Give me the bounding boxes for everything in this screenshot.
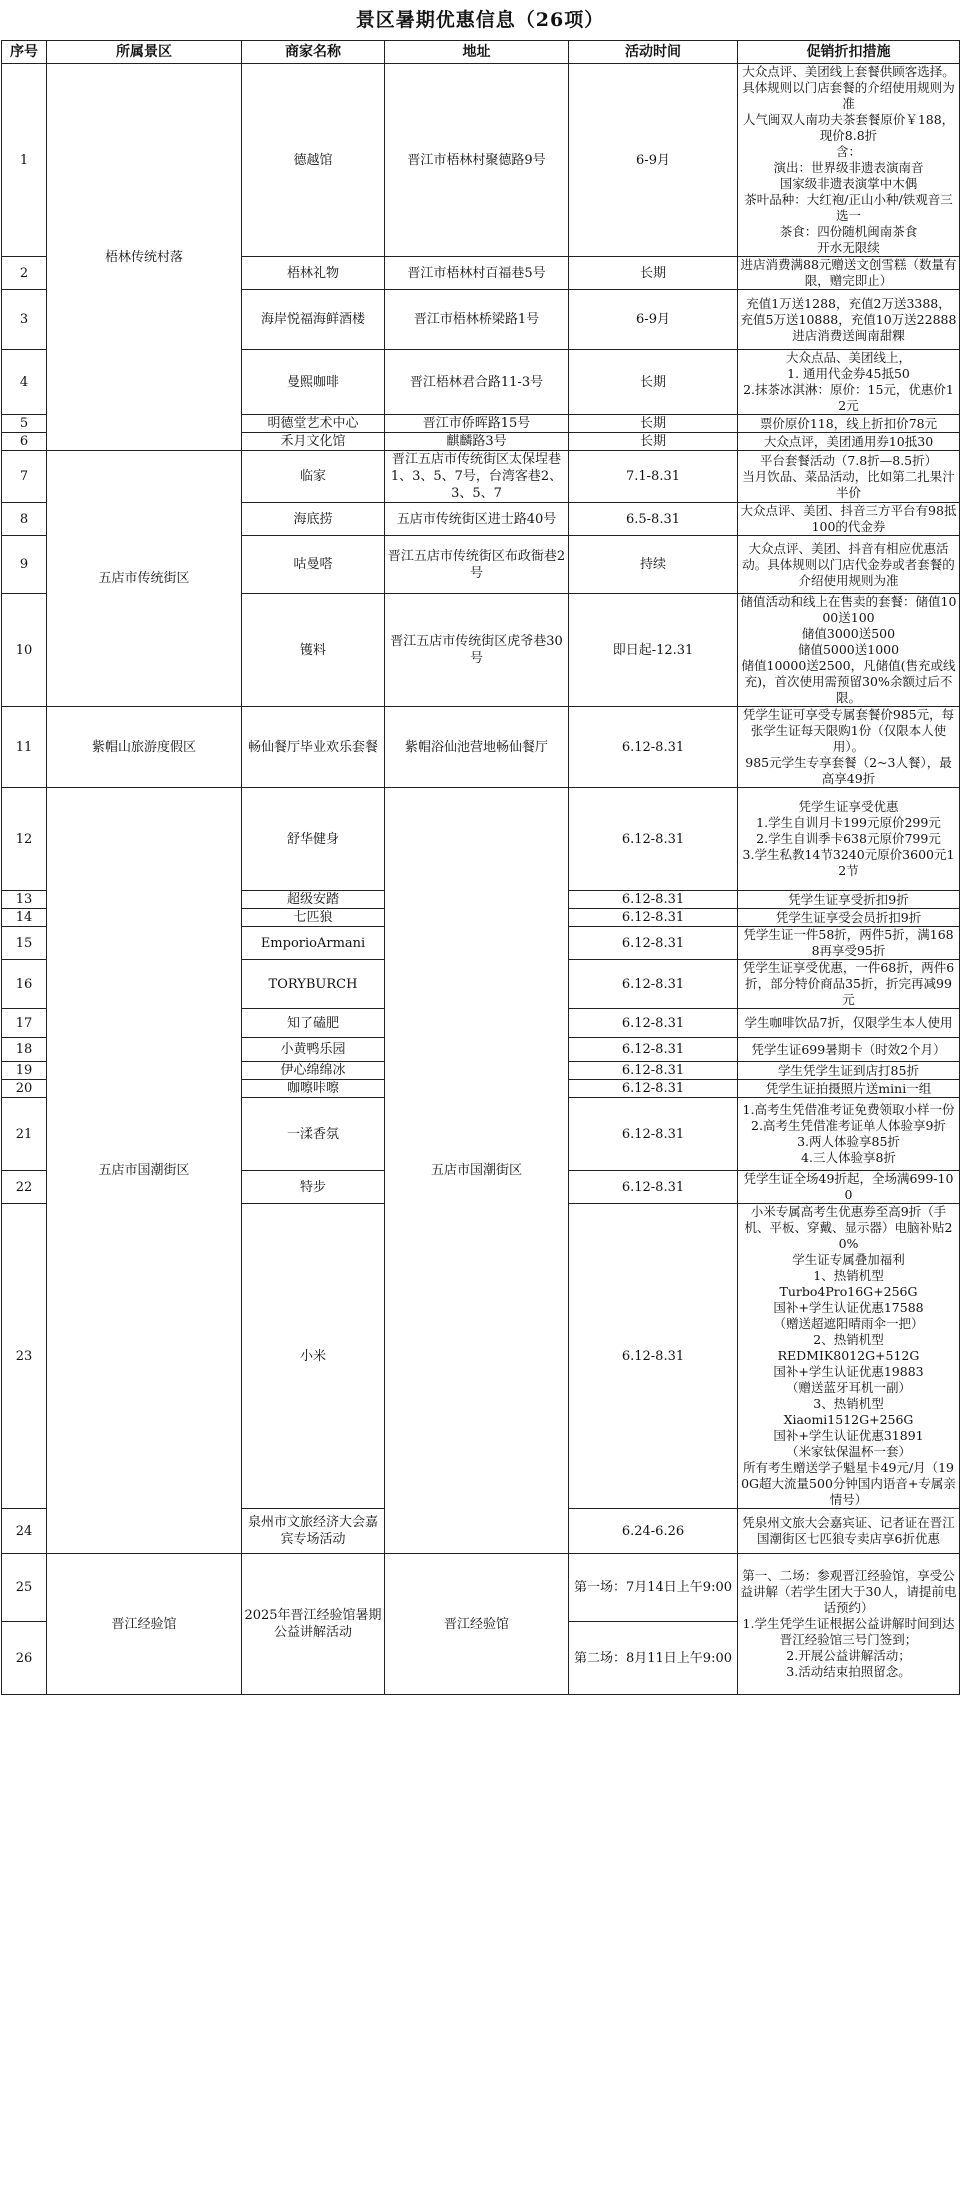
promo-line: 凭学生证一件58折，两件5折，满1688再享受95折 [743,927,954,958]
promo-line: 凭学生证拍摄照片送mini一组 [765,1080,932,1096]
activity-time: 6.12-8.31 [569,927,738,960]
address: 晋江市梧林村聚德路9号 [385,64,569,257]
activity-time: 6.12-8.31 [569,788,738,891]
promo-line: 凭学生证699暑期卡（时效2个月） [751,1041,946,1057]
promo-line: 储值3000送500 [801,626,896,641]
promo-cell [738,1098,960,1171]
row-number: 25 [2,1554,47,1622]
promo-line: 3、热销机型 [813,1396,884,1411]
activity-time: 6.12-8.31 [569,891,738,909]
activity-time: 长期 [569,433,738,451]
column-header: 促销折扣措施 [738,41,960,64]
promo-cell [738,788,960,891]
promo-line: Turbo4Pro16G+256G [779,1284,918,1299]
promo-line: 所有考生赠送学子魁星卡49元/月（190G超大流量500分钟国内语音+专属亲情号） [741,1460,956,1507]
merchant-name: 小米 [242,1204,385,1509]
promo-cell [738,451,960,503]
activity-time: 第二场：8月11日上午9:00 [569,1622,738,1695]
promo-line: 985元学生专享套餐（2~3人餐），最高享49折 [745,755,952,786]
address: 晋江五店市传统街区虎爷巷30号 [385,594,569,707]
activity-time: 6.12-8.31 [569,960,738,1009]
address: 五店市国潮街区 [385,788,569,1554]
table-row [2,707,960,788]
activity-time: 6.12-8.31 [569,909,738,927]
table-row [2,451,960,503]
row-number: 15 [2,927,47,960]
merchant-name: 曼熙咖啡 [242,350,385,415]
row-number: 17 [2,1009,47,1038]
scenic-area: 紫帽山旅游度假区 [47,707,242,788]
merchant-name: 特步 [242,1171,385,1204]
address: 晋江梧林君合路11-3号 [385,350,569,415]
row-number: 7 [2,451,47,503]
promo-line: 凭学生证可享受专属套餐价985元，每张学生证每天限购1份（仅限本人使用）。 [742,707,955,754]
promo-line: 1.学生自训月卡199元原价299元 [756,815,941,830]
promo-line: 3.学生私教14节3240元原价3600元12节 [742,847,955,878]
activity-time: 6.12-8.31 [569,707,738,788]
activity-time: 长期 [569,415,738,433]
scenic-area: 晋江经验馆 [47,1554,242,1695]
promo-line: 当月饮品、菜品活动，比如第二扎果汁半价 [742,468,955,500]
merchant-name: 泉州市文旅经济大会嘉宾专场活动 [242,1509,385,1554]
promo-line: 3.两人体验享85折 [797,1134,900,1149]
row-number: 8 [2,503,47,536]
table-row [2,788,960,891]
promo-line: REDMIK8012G+512G [777,1348,920,1363]
column-header: 序号 [2,41,47,64]
merchant-name: 咖嚓咔嚓 [242,1080,385,1098]
promo-line: 国家级非遗表演掌中木偶 [779,176,918,191]
promo-cell [738,1171,960,1204]
promo-line: （赠送蓝牙耳机一副） [785,1380,911,1395]
address: 麒麟路3号 [385,433,569,451]
promo-line: 3.活动结束拍照留念。 [786,1664,911,1679]
promo-cell [738,1009,960,1038]
activity-time: 6.12-8.31 [569,1204,738,1509]
merchant-name: 知了磕肥 [242,1009,385,1038]
promo-line: 2.抹茶冰淇淋：原价：15元，优惠价12元 [743,382,954,413]
promo-line: 4.三人体验享8折 [801,1150,896,1165]
table-header-row [2,41,960,64]
promo-line: （赠送超遮阳晴雨伞一把） [773,1316,924,1331]
promo-cell [738,350,960,415]
promo-cell [738,1509,960,1554]
promo-cell [738,927,960,960]
promo-cell [738,257,960,290]
row-number: 5 [2,415,47,433]
address: 五店市传统街区进士路40号 [385,503,569,536]
promo-line: 学生咖啡饮品7折，仅限学生本人使用 [744,1015,953,1030]
promo-line: 平台套餐活动（7.8折—8.5折） [759,452,938,468]
promo-line: 第一、二场：参观晋江经验馆，享受公益讲解（若学生团大于30人，请提前电话预约） [740,1568,957,1615]
row-number: 12 [2,788,47,891]
row-number: 18 [2,1038,47,1062]
merchant-name: EmporioArmani [242,927,385,960]
promo-cell [738,707,960,788]
merchant-name: 镬料 [242,594,385,707]
table-row [2,1554,960,1622]
row-number: 2 [2,257,47,290]
promo-line: 1、热销机型 [813,1268,884,1283]
promo-line: 大众点品、美团线上， [785,350,911,365]
row-number: 9 [2,536,47,594]
row-number: 13 [2,891,47,909]
merchant-name: 伊心绵绵冰 [242,1062,385,1080]
promo-line: 大众点评，美团通用券10抵30 [763,433,934,449]
merchant-name: 小黄鸭乐园 [242,1038,385,1062]
promo-line: 小米专属高考生优惠券至高9折（手机、平板、穿戴、显示器）电脑补贴20% [744,1204,953,1251]
row-number: 3 [2,290,47,350]
activity-time: 6.12-8.31 [569,1062,738,1080]
promo-line: 国补+学生认证优惠17588 [773,1300,924,1315]
promo-line: 演出：世界级非遗表演南音 [773,160,924,175]
promo-line: 大众点评、美团、抖音有相应优惠活动。具体规则以门店代金券或者套餐的介绍使用规则为准 [742,540,955,588]
promo-line: 含： [835,144,861,159]
promo-cell [738,64,960,257]
activity-time: 7.1-8.31 [569,451,738,503]
promo-cell [738,909,960,927]
activity-time: 6.5-8.31 [569,503,738,536]
activity-time: 6.12-8.31 [569,1080,738,1098]
activity-time: 6-9月 [569,290,738,350]
row-number: 21 [2,1098,47,1171]
promo-line: 2.开展公益讲解活动； [786,1648,911,1663]
row-number: 16 [2,960,47,1009]
promo-line: 2.学生自训季卡638元原价799元 [756,831,941,846]
column-header: 活动时间 [569,41,738,64]
activity-time: 6-9月 [569,64,738,257]
activity-time: 第一场：7月14日上午9:00 [569,1554,738,1622]
row-number: 14 [2,909,47,927]
promo-line: 充值1万送1288，充值2万送3388，充值5万送10888，充值10万送22888 [740,295,957,327]
promo-line: 凭学生证享受会员折扣9折 [775,909,922,925]
activity-time: 6.12-8.31 [569,1171,738,1204]
merchant-name: 德越馆 [242,64,385,257]
row-number: 26 [2,1622,47,1695]
promo-line: 茶食：四份随机闽南茶食 [779,224,918,239]
merchant-name: 七匹狼 [242,909,385,927]
promo-line: 储值5000送1000 [797,642,900,657]
merchant-name: 一渘香氛 [242,1098,385,1171]
column-header: 地址 [385,41,569,64]
promo-cell [738,1038,960,1062]
promo-line: 储值活动和线上在售卖的套餐：储值1000送100 [740,594,957,625]
merchant-name: 海岸悦福海鲜酒楼 [242,290,385,350]
merchant-name: 超级安踏 [242,891,385,909]
promo-cell [738,433,960,451]
promo-cell [738,1554,960,1695]
promo-cell [738,290,960,350]
promo-line: 茶叶品种：大红袍/正山小种/铁观音三选一 [744,192,953,223]
activity-time: 长期 [569,350,738,415]
scenic-area: 五店市传统街区 [47,451,242,707]
row-number: 23 [2,1204,47,1509]
promo-line: 凭学生证全场49折起，全场满699-100 [743,1171,954,1202]
activity-time: 即日起-12.31 [569,594,738,707]
promo-line: 人气闽双人南功夫茶套餐原价￥188，现价8.8折 [742,112,955,143]
address: 晋江五店市传统街区布政衙巷2号 [385,536,569,594]
promo-line: 凭学生证享受优惠 [798,799,899,814]
address: 晋江五店市传统街区太保埕巷1、3、5、7号，台湾客巷2、3、5、7 [385,451,569,503]
promo-line: 1.高考生凭借准考证免费领取小样一份 [742,1102,955,1117]
row-number: 20 [2,1080,47,1098]
promo-line: 凭学生证享受折扣9折 [788,891,909,907]
row-number: 6 [2,433,47,451]
merchant-name: 禾月文化馆 [242,433,385,451]
promo-line: 大众点评、美团、抖音三方平台有98抵100的代金券 [740,503,957,534]
promo-line: 学生证专属叠加福利 [792,1252,905,1267]
address: 紫帽浴仙池营地畅仙餐厅 [385,707,569,788]
promo-line: 2.高考生凭借准考证单人体验享9折 [751,1118,946,1133]
promo-line: 学生凭学生证到店打85折 [778,1062,919,1078]
promo-cell [738,1080,960,1098]
activity-time: 6.12-8.31 [569,1098,738,1171]
merchant-name: 咕曼嗒 [242,536,385,594]
row-number: 4 [2,350,47,415]
promotions-table [1,40,960,1695]
promo-line: 储值10000送2500，凡储值(售充或线充)，首次使用需预留30%余额过后不限。 [741,658,956,705]
address: 晋江市侨晖路15号 [385,415,569,433]
activity-time: 6.12-8.31 [569,1009,738,1038]
row-number: 19 [2,1062,47,1080]
activity-time: 长期 [569,257,738,290]
scenic-area: 梧林传统村落 [47,64,242,451]
promo-line: Xiaomi1512G+256G [783,1412,914,1427]
address: 晋江市梧林桥梁路1号 [385,290,569,350]
promo-line: 1. 通用代金券45抵50 [787,366,910,381]
promo-line: 进店消费满88元赠送文创雪糕（数量有限，赠完即止） [740,257,957,288]
column-header: 所属景区 [47,41,242,64]
promo-cell [738,891,960,909]
promo-cell [738,594,960,707]
row-number: 1 [2,64,47,257]
promo-cell [738,536,960,594]
promo-cell [738,960,960,1009]
activity-time: 6.12-8.31 [569,1038,738,1062]
row-number: 10 [2,594,47,707]
promo-line: 凭泉州文旅大会嘉宾证、记者证在晋江国潮街区七匹狼专卖店享6折优惠 [742,1515,955,1546]
promo-line: 国补+学生认证优惠31891 [773,1428,924,1443]
promo-cell [738,503,960,536]
merchant-name: 临家 [242,451,385,503]
address: 晋江经验馆 [385,1554,569,1695]
merchant-name: 舒华健身 [242,788,385,891]
column-header: 商家名称 [242,41,385,64]
row-number: 24 [2,1509,47,1554]
address: 晋江市梧林村百福巷5号 [385,257,569,290]
table-row [2,64,960,257]
promo-line: 大众点评、美团线上套餐供顾客选择。具体规则以门店套餐的介绍使用规则为准 [742,64,955,111]
promo-line: 进店消费送闽南甜粿 [792,327,905,343]
promo-cell [738,1204,960,1509]
promo-line: 1.学生凭学生证根据公益讲解时间到达晋江经验馆三号门签到； [742,1616,955,1647]
promo-cell [738,415,960,433]
merchant-name: TORYBURCH [242,960,385,1009]
merchant-name: 2025年晋江经验馆暑期公益讲解活动 [242,1554,385,1695]
promo-line: 开水无限续 [817,240,880,255]
merchant-name: 梧林礼物 [242,257,385,290]
merchant-name: 明德堂艺术中心 [242,415,385,433]
document-title: 景区暑期优惠信息（26项） [355,9,605,31]
merchant-name: 海底捞 [242,503,385,536]
promo-line: 票价原价118，线上折扣价78元 [759,415,938,431]
promo-line: 国补+学生认证优惠19883 [773,1364,924,1379]
promo-cell [738,1062,960,1080]
merchant-name: 畅仙餐厅毕业欢乐套餐 [242,707,385,788]
row-number: 22 [2,1171,47,1204]
row-number: 11 [2,707,47,788]
scenic-area: 五店市国潮街区 [47,788,242,1554]
activity-time: 6.24-6.26 [569,1509,738,1554]
promo-line: （米家钛保温杯一套） [785,1444,911,1459]
promo-line: 凭学生证享受优惠，一件68折，两件6折，部分特价商品35折，折完再减99元 [742,960,955,1007]
activity-time: 持续 [569,536,738,594]
promo-line: 2、热销机型 [813,1332,884,1347]
